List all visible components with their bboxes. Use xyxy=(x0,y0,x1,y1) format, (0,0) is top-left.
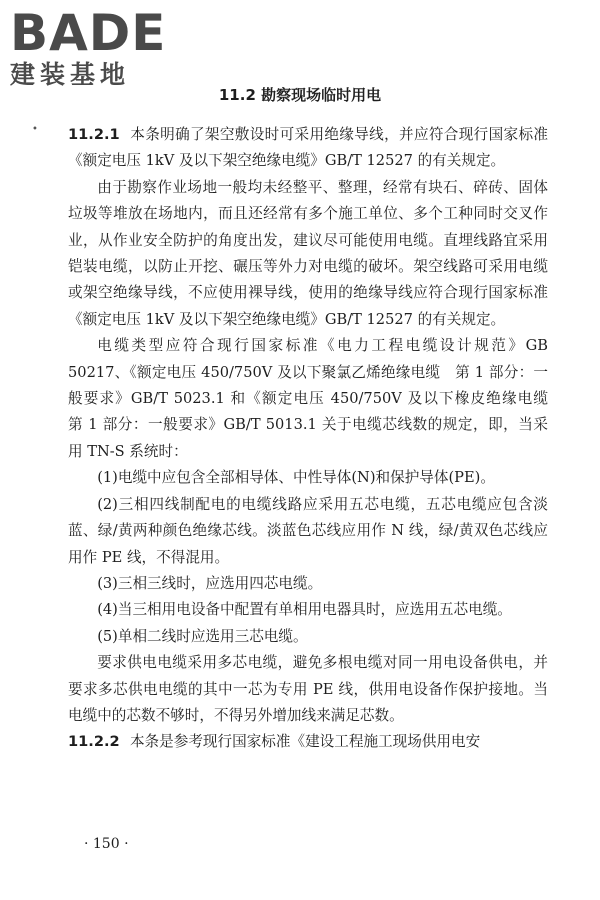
list-item: (4)当三相用电设备中配置有单相用电器具时，应选用五芯电缆。 xyxy=(97,601,512,619)
brand-logo xyxy=(10,4,180,90)
clause-number: 11.2.1 xyxy=(68,126,120,143)
logo-subtitle: 建装基地 xyxy=(10,60,131,89)
clause-number: 11.2.2 xyxy=(68,733,120,751)
list-item: (2)三相四线制配电的电缆线路应采用五芯电缆，五芯电缆应包含淡蓝、绿/黄两种颜色绝缘芯线。淡蓝色芯线应用作 N 线，绿/黄双色芯线应用作 PE 线，不得混用。 xyxy=(68,495,548,566)
paragraph: 要求供电电缆采用多芯电缆，避免多根电缆对同一用电设备供电，并要求多芯供电电缆的其中一芯为专用 PE 线，供用电设备作保护接地。当电缆中的芯数不够时，不得另外增加线来满足芯数。 xyxy=(68,654,548,724)
margin-mark: • xyxy=(32,124,38,135)
paragraph: 由于勘察作业场地一般均未经整平、整理，经常有块石、碎砖、固体垃圾等堆放在场地内，而且还经常有多个施工单位、多个工种同时交叉作业，从作业安全防护的角度出发，建议尽可能使用电缆。直埋线路宜采用铠装电缆，以防止开挖、碾压等外力对电缆的破坏。架空线路可采用电缆或架空绝缘导线，不应使用裸导线，使用的绝缘导线应符合现行国家标准《额定电压 1kV 及以下架空绝缘电缆》GB/T 12527 的有关规定。 xyxy=(68,178,548,328)
body-text xyxy=(68,122,563,756)
list-item: (5)单相二线时应选用三芯电缆。 xyxy=(97,627,308,645)
clause-text: 本条明确了架空敷设时可采用绝缘导线，并应符合现行国家标准《额定电压 1kV 及以下架空绝缘电缆》GB/T 12527 的有关规定。 xyxy=(68,126,548,170)
logo-wordmark: BADE xyxy=(10,4,167,62)
clause-11-2-2 xyxy=(68,729,548,755)
clause-text: 本条是参考现行国家标准《建设工程施工现场供用电安 xyxy=(129,733,481,751)
list-item: (1)电缆中应包含全部相导体、中性导体(N)和保护导体(PE)。 xyxy=(97,469,495,487)
paragraph: 电缆类型应符合现行国家标准《电力工程电缆设计规范》GB 50217、《额定电压 450/750V 及以下聚氯乙烯绝缘电缆 第 1 部分：一般要求》GB/T 5023.1 和《额定电压 450/750V 及以下橡皮绝缘电缆 第 1 部分：一般要求》GB/T 5013.1 关于电缆芯线数的规定，即，当采用 TN-S 系统时： xyxy=(68,337,563,460)
list-item: (3)三相三线时，应选用四芯电缆。 xyxy=(97,574,323,592)
clause-11-2-1 xyxy=(68,122,548,175)
section-title: 11.2 勘察现场临时用电 xyxy=(218,86,382,104)
page-number: · 150 · xyxy=(84,836,129,852)
